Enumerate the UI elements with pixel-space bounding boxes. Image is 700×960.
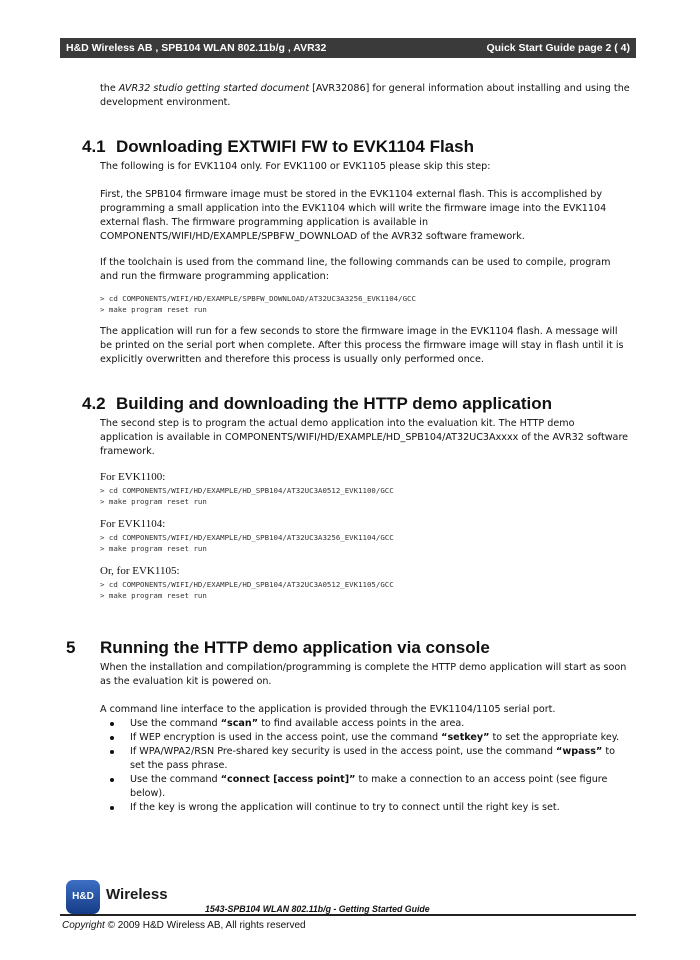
bullet-icon xyxy=(110,750,114,754)
header-left-text: H&D Wireless AB , SPB104 WLAN 802.11b/g , AVR32 xyxy=(66,42,327,54)
section-4-2-heading xyxy=(82,394,552,414)
evk1105-cmd1: > cd COMPONENTS/WIFI/HD/EXAMPLE/HD_SPB104/AT32UC3A0512_EVK1105/GCC xyxy=(100,580,394,589)
section-4-1-cmd2: > make program reset run xyxy=(100,305,207,314)
footer-divider xyxy=(60,914,636,916)
section-4-1-p1: The following is for EVK1104 only. For EVK1100 or EVK1105 please skip this step: xyxy=(100,161,491,172)
intro-paragraph xyxy=(100,82,630,110)
bullet-icon xyxy=(110,722,114,726)
copyright-notice: Copyright © 2009 H&D Wireless AB, All rights reserved xyxy=(62,920,306,931)
section-number: 5 xyxy=(66,638,76,657)
command-name: “connect [access point]” xyxy=(220,774,356,785)
evk1104-cmd2: > make program reset run xyxy=(100,544,207,553)
list-item: Use the command “scan” to find available access points in the area. xyxy=(100,717,630,731)
section-4-1-p3: If the toolchain is used from the command line, the following commands can be used to compile, program and run the firmware programming application: xyxy=(100,257,611,282)
command-name: “setkey” xyxy=(441,732,490,743)
intro-post: [AVR32086] for general information about installing and using the development environment. xyxy=(100,83,630,108)
command-list xyxy=(100,717,630,815)
section-5-p1: When the installation and compilation/programming is complete the HTTP demo application will start as soon as the evaluation kit is powered on. xyxy=(100,662,627,687)
bullet-icon xyxy=(110,778,114,782)
section-number: 4.2 xyxy=(82,394,106,413)
logo-badge-icon: H&D xyxy=(66,880,100,914)
evk1104-cmd1: > cd COMPONENTS/WIFI/HD/EXAMPLE/HD_SPB104/AT32UC3A3256_EVK1104/GCC xyxy=(100,533,394,542)
evk1100-cmd2: > make program reset run xyxy=(100,497,207,506)
logo-wordmark: Wireless xyxy=(106,886,168,903)
section-number: 4.1 xyxy=(82,137,106,156)
section-title: Downloading EXTWIFI FW to EVK1104 Flash xyxy=(116,137,474,156)
intro-doc-reference: AVR32 studio getting started document xyxy=(118,83,310,94)
bullet-icon xyxy=(110,736,114,740)
section-5-p2: A command line interface to the application is provided through the EVK1104/1105 serial port. xyxy=(100,704,556,715)
header-page-number: Quick Start Guide page 2 ( 4) xyxy=(486,42,630,54)
section-4-1-p4: The application will run for a few seconds to store the firmware image in the EVK1104 flash. A message will be printed on the serial port when complete. After this process the firmware image will stay in flash until it is explicitly overwritten and therefore this process is usually only performed once. xyxy=(100,326,624,365)
section-title: Building and downloading the HTTP demo application xyxy=(116,394,553,413)
list-item: Use the command “connect [access point]” to make a connection to an access point (see figure below). xyxy=(100,773,630,801)
section-4-1-p2: First, the SPB104 firmware image must be stored in the EVK1104 external flash. This is accomplished by programming a small application into the EVK1104 which will write the firmware image into the EVK1104 external flash. The firmware programming application is available in COMPONENTS/WIFI/HD/EXAMPLE/SPBFW_DOWNLOAD of the AVR32 software framework. xyxy=(100,189,607,242)
section-4-1-heading xyxy=(82,137,474,157)
footer-doc-title: 1543-SPB104 WLAN 802.11b/g - Getting Started Guide xyxy=(205,904,430,914)
section-4-2-p1: The second step is to program the actual demo application into the evaluation kit. The HTTP demo application is available in COMPONENTS/WIFI/HD/EXAMPLE/HD_SPB104/AT32UC3Axxxx of the AVR32 software framework. xyxy=(100,418,629,457)
evk1105-label: Or, for EVK1105: xyxy=(100,565,180,577)
evk1100-cmd1: > cd COMPONENTS/WIFI/HD/EXAMPLE/HD_SPB104/AT32UC3A0512_EVK1100/GCC xyxy=(100,486,394,495)
section-5-heading xyxy=(66,638,490,658)
evk1105-cmd2: > make program reset run xyxy=(100,591,207,600)
page-header xyxy=(60,38,636,58)
list-item: If WEP encryption is used in the access point, use the command “setkey” to set the appropriate key. xyxy=(100,731,630,745)
intro-pre: the xyxy=(100,83,119,94)
bullet-icon xyxy=(110,806,114,810)
command-name: “wpass” xyxy=(556,746,603,757)
list-item: If the key is wrong the application will continue to try to connect until the right key is set. xyxy=(100,801,630,815)
evk1100-label: For EVK1100: xyxy=(100,471,166,483)
command-name: “scan” xyxy=(220,718,259,729)
section-title: Running the HTTP demo application via console xyxy=(100,638,490,657)
list-item: If WPA/WPA2/RSN Pre-shared key security is used in the access point, use the command “wpass” to set the pass phrase. xyxy=(100,745,630,773)
section-4-1-cmd1: > cd COMPONENTS/WIFI/HD/EXAMPLE/SPBFW_DOWNLOAD/AT32UC3A3256_EVK1104/GCC xyxy=(100,294,416,303)
evk1104-label: For EVK1104: xyxy=(100,518,166,530)
